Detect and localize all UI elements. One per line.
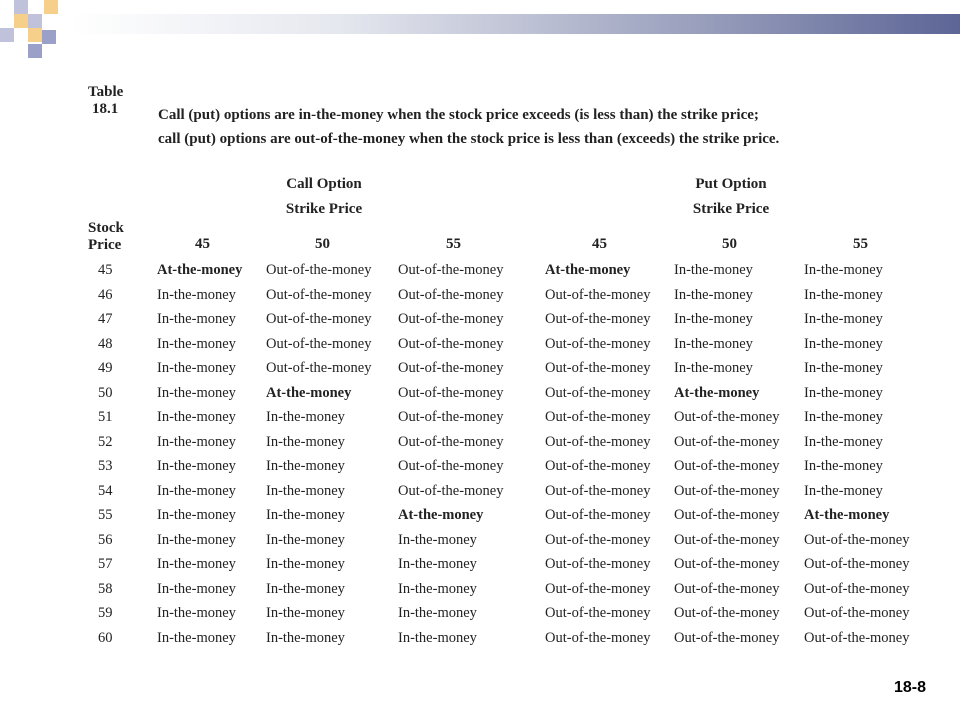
moneyness-cell: In-the-money — [674, 360, 753, 376]
moneyness-cell: In-the-money — [266, 433, 345, 450]
stock-price-cell: 49 — [98, 360, 113, 376]
stock-price-cell: 59 — [98, 605, 113, 621]
stock-price-cell: 57 — [98, 556, 113, 572]
moneyness-cell: Out-of-the-money — [266, 311, 372, 327]
stock-price-cell: 60 — [98, 629, 113, 646]
moneyness-cell: In-the-money — [266, 531, 345, 548]
table-row — [0, 556, 960, 581]
moneyness-cell: Out-of-the-money — [398, 482, 504, 499]
moneyness-cell: Out-of-the-money — [674, 629, 780, 646]
moneyness-cell: Out-of-the-money — [545, 409, 651, 425]
moneyness-cell: In-the-money — [157, 629, 236, 646]
moneyness-cell: Out-of-the-money — [266, 262, 372, 278]
put-option-title: Put Option — [695, 176, 767, 192]
moneyness-cell: Out-of-the-money — [674, 531, 780, 548]
moneyness-cell: In-the-money — [674, 286, 753, 303]
moneyness-cell: In-the-money — [157, 556, 236, 572]
moneyness-cell: In-the-money — [157, 580, 236, 597]
moneyness-cell: In-the-money — [804, 360, 883, 376]
table-row — [0, 336, 960, 361]
table-row — [0, 605, 960, 630]
moneyness-cell: In-the-money — [804, 286, 883, 303]
decorative-square — [0, 28, 14, 42]
moneyness-cell: Out-of-the-money — [398, 335, 504, 352]
put-strike-price-title: Strike Price — [692, 201, 770, 217]
moneyness-cell: Out-of-the-money — [545, 531, 651, 548]
moneyness-cell: In-the-money — [398, 556, 477, 572]
decorative-square — [28, 14, 42, 28]
moneyness-cell: In-the-money — [398, 605, 477, 621]
stock-price-cell: 54 — [98, 482, 113, 499]
moneyness-cell: Out-of-the-money — [804, 531, 910, 548]
call-strike-price-title: Strike Price — [285, 201, 363, 217]
moneyness-cell: Out-of-the-money — [398, 360, 504, 376]
moneyness-cell: Out-of-the-money — [674, 507, 780, 523]
strike-header: 50 — [315, 236, 330, 252]
moneyness-cell: In-the-money — [157, 531, 236, 548]
moneyness-cell: Out-of-the-money — [545, 384, 651, 401]
table-label-number: 18.1 — [92, 101, 119, 117]
moneyness-cell: Out-of-the-money — [674, 556, 780, 572]
put-option-header — [671, 172, 791, 222]
decorative-square — [42, 30, 56, 44]
moneyness-cell: In-the-money — [157, 433, 236, 450]
moneyness-cell: In-the-money — [804, 409, 883, 425]
strike-header: 45 — [592, 236, 607, 252]
moneyness-cell: In-the-money — [674, 311, 753, 327]
moneyness-cell: In-the-money — [266, 556, 345, 572]
moneyness-cell: Out-of-the-money — [545, 507, 651, 523]
table-row — [0, 458, 960, 483]
moneyness-cell: Out-of-the-money — [545, 360, 651, 376]
moneyness-cell: Out-of-the-money — [804, 580, 910, 597]
moneyness-cell: At-the-money — [674, 384, 760, 401]
call-option-header — [264, 172, 384, 222]
table-row — [0, 581, 960, 606]
moneyness-cell: Out-of-the-money — [804, 556, 910, 572]
moneyness-cell: In-the-money — [157, 409, 236, 425]
table-row — [0, 483, 960, 508]
stock-price-cell: 48 — [98, 335, 113, 352]
decorative-square — [28, 44, 42, 58]
moneyness-cell: Out-of-the-money — [398, 433, 504, 450]
moneyness-cell: Out-of-the-money — [398, 286, 504, 303]
stock-price-cell: 51 — [98, 409, 113, 425]
moneyness-cell: In-the-money — [804, 262, 883, 278]
moneyness-cell: Out-of-the-money — [674, 409, 780, 425]
moneyness-cell: In-the-money — [157, 605, 236, 621]
stock-price-cell: 56 — [98, 531, 113, 548]
moneyness-cell: In-the-money — [157, 286, 236, 303]
call-option-title: Call Option — [286, 176, 362, 192]
moneyness-cell: In-the-money — [804, 482, 883, 499]
stock-price-cell: 52 — [98, 433, 113, 450]
decorative-square — [14, 14, 28, 28]
moneyness-cell: In-the-money — [804, 433, 883, 450]
strike-header: 55 — [853, 236, 868, 252]
moneyness-cell: Out-of-the-money — [674, 433, 780, 450]
moneyness-cell: In-the-money — [398, 629, 477, 646]
moneyness-cell: At-the-money — [804, 507, 890, 523]
moneyness-cell: At-the-money — [157, 262, 243, 278]
moneyness-cell: Out-of-the-money — [674, 580, 780, 597]
moneyness-cell: In-the-money — [804, 335, 883, 352]
moneyness-cell: Out-of-the-money — [266, 286, 372, 303]
table-label — [88, 84, 123, 118]
moneyness-cell: Out-of-the-money — [545, 580, 651, 597]
stock-price-header-line: Price — [88, 237, 122, 253]
table-label-word: Table — [88, 84, 124, 100]
table-row — [0, 507, 960, 532]
moneyness-cell: Out-of-the-money — [398, 262, 504, 278]
moneyness-cell: In-the-money — [266, 605, 345, 621]
moneyness-cell: In-the-money — [157, 482, 236, 499]
moneyness-cell: At-the-money — [266, 384, 352, 401]
moneyness-cell: In-the-money — [266, 482, 345, 499]
moneyness-cell: In-the-money — [804, 458, 883, 474]
table-row — [0, 630, 960, 655]
moneyness-cell: In-the-money — [674, 335, 753, 352]
caption-line: call (put) options are out-of-the-money when the stock price is less than (exceeds) the strike price. — [158, 131, 780, 147]
moneyness-cell: In-the-money — [398, 580, 477, 597]
moneyness-cell: In-the-money — [157, 384, 236, 401]
moneyness-cell: In-the-money — [157, 507, 236, 523]
moneyness-cell: Out-of-the-money — [674, 458, 780, 474]
stock-price-cell: 45 — [98, 262, 113, 278]
moneyness-cell: In-the-money — [266, 409, 345, 425]
decorative-square — [14, 0, 28, 14]
strike-header: 55 — [446, 236, 461, 252]
decorative-square — [28, 28, 42, 42]
stock-price-cell: 53 — [98, 458, 113, 474]
strike-header: 45 — [195, 236, 210, 252]
table-row — [0, 287, 960, 312]
moneyness-cell: In-the-money — [266, 580, 345, 597]
page-number: 18-8 — [893, 679, 926, 696]
moneyness-cell: In-the-money — [674, 262, 753, 278]
moneyness-cell: At-the-money — [398, 507, 484, 523]
caption-line: Call (put) options are in-the-money when the stock price exceeds (is less than) the strike price; — [158, 107, 759, 123]
stock-price-header — [88, 220, 124, 254]
table-row — [0, 262, 960, 287]
moneyness-cell: Out-of-the-money — [398, 458, 504, 474]
stock-price-header-line: Stock — [88, 220, 124, 236]
moneyness-cell: Out-of-the-money — [398, 384, 504, 401]
moneyness-cell: In-the-money — [157, 458, 236, 474]
moneyness-cell: Out-of-the-money — [545, 433, 651, 450]
strike-header: 50 — [722, 236, 737, 252]
moneyness-cell: In-the-money — [804, 311, 883, 327]
moneyness-cell: Out-of-the-money — [266, 335, 372, 352]
stock-price-cell: 55 — [98, 507, 113, 523]
moneyness-cell: Out-of-the-money — [266, 360, 372, 376]
table-row — [0, 385, 960, 410]
moneyness-cell: Out-of-the-money — [674, 605, 780, 621]
moneyness-cell: In-the-money — [157, 360, 236, 376]
moneyness-cell: In-the-money — [266, 458, 345, 474]
table-row — [0, 409, 960, 434]
moneyness-cell: Out-of-the-money — [545, 629, 651, 646]
moneyness-cell: In-the-money — [157, 335, 236, 352]
header-gradient-bar — [70, 14, 960, 34]
stock-price-cell: 50 — [98, 384, 113, 401]
moneyness-cell: Out-of-the-money — [674, 482, 780, 499]
table-row — [0, 360, 960, 385]
moneyness-cell: Out-of-the-money — [545, 605, 651, 621]
moneyness-cell: Out-of-the-money — [398, 409, 504, 425]
moneyness-cell: In-the-money — [266, 629, 345, 646]
table-row — [0, 434, 960, 459]
decorative-square — [44, 0, 58, 14]
table-row — [0, 311, 960, 336]
moneyness-cell: Out-of-the-money — [545, 286, 651, 303]
moneyness-cell: In-the-money — [804, 384, 883, 401]
moneyness-cell: Out-of-the-money — [545, 335, 651, 352]
moneyness-cell: Out-of-the-money — [545, 482, 651, 499]
moneyness-cell: Out-of-the-money — [545, 311, 651, 327]
stock-price-cell: 58 — [98, 580, 113, 597]
table-row — [0, 532, 960, 557]
moneyness-cell: Out-of-the-money — [545, 458, 651, 474]
stock-price-cell: 46 — [98, 286, 113, 303]
moneyness-cell: In-the-money — [157, 311, 236, 327]
moneyness-cell: At-the-money — [545, 262, 631, 278]
moneyness-cell: Out-of-the-money — [804, 629, 910, 646]
moneyness-cell: In-the-money — [398, 531, 477, 548]
moneyness-cell: Out-of-the-money — [398, 311, 504, 327]
table-caption — [158, 103, 858, 151]
stock-price-cell: 47 — [98, 311, 113, 327]
moneyness-cell: In-the-money — [266, 507, 345, 523]
moneyness-cell: Out-of-the-money — [545, 556, 651, 572]
moneyness-cell: Out-of-the-money — [804, 605, 910, 621]
